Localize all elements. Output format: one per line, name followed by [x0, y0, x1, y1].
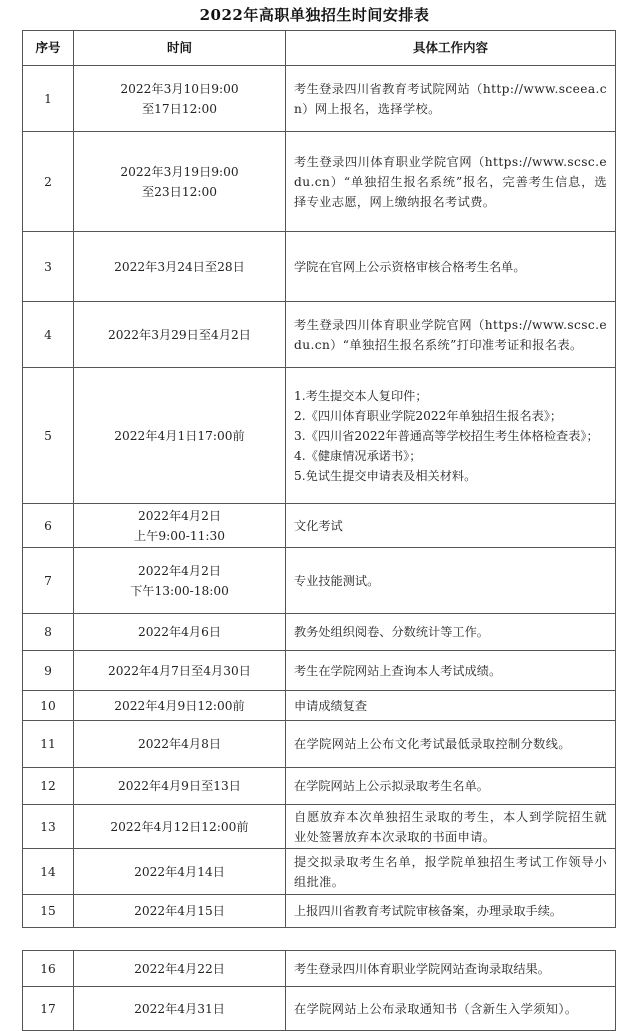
- row-no: 13: [23, 805, 74, 849]
- schedule-table-bottom: [22, 950, 616, 1031]
- row-content: 考生登录四川省教育考试院网站（http://www.sceea.cn）网上报名，选择学校。: [286, 66, 616, 132]
- row-no: 12: [23, 768, 74, 805]
- list-item: 3.《四川省2022年普通高等学校招生考生体格检查表》；: [294, 428, 599, 443]
- row-content: 考生登录四川体育职业学院官网（https://www.scsc.edu.cn）“单独招生报名系统”打印准考证和报名表。: [286, 302, 616, 368]
- table-row: [23, 548, 616, 614]
- row-content: 提交拟录取考生名单，报学院单独招生考试工作领导小组批准。: [286, 849, 616, 895]
- table-row: [23, 132, 616, 232]
- row-content: 在学院网站上公示拟录取考生名单。: [286, 768, 616, 805]
- row-no: 7: [23, 548, 74, 614]
- row-content: 上报四川省教育考试院审核备案，办理录取手续。: [286, 895, 616, 928]
- table-row: [23, 895, 616, 928]
- table-row: [23, 849, 616, 895]
- row-time: 2022年3月10日9:00 至17日12:00: [74, 66, 286, 132]
- row-time: 2022年4月9日12:00前: [74, 691, 286, 721]
- list-item: 4.《健康情况承诺书》；: [294, 448, 422, 463]
- row-no: 5: [23, 368, 74, 504]
- row-content: 在学院网站上公布录取通知书（含新生入学须知）。: [286, 987, 616, 1031]
- row-time: 2022年4月22日: [74, 951, 286, 987]
- table-row: [23, 302, 616, 368]
- row-time: 2022年4月14日: [74, 849, 286, 895]
- row-no: 3: [23, 232, 74, 302]
- row-no: 15: [23, 895, 74, 928]
- row-content: 在学院网站上公布文化考试最低录取控制分数线。: [286, 721, 616, 768]
- list-item: 2.《四川体育职业学院2022年单独招生报名表》；: [294, 408, 563, 423]
- schedule-table-top: [22, 30, 616, 928]
- table-row: [23, 651, 616, 691]
- table-row: [23, 368, 616, 504]
- row-time: 2022年4月9日至13日: [74, 768, 286, 805]
- row-content: 自愿放弃本次单独招生录取的考生，本人到学院招生就业处签署放弃本次录取的书面申请。: [286, 805, 616, 849]
- row-time: 2022年4月12日12:00前: [74, 805, 286, 849]
- row-time: 2022年4月2日 上午9:00-11:30: [74, 504, 286, 548]
- header-time: 时间: [74, 31, 286, 66]
- row-time: 2022年4月31日: [74, 987, 286, 1031]
- table-header-row: [23, 31, 616, 66]
- row-no: 2: [23, 132, 74, 232]
- table-row: [23, 721, 616, 768]
- row-no: 14: [23, 849, 74, 895]
- table-row: [23, 232, 616, 302]
- table-row: [23, 691, 616, 721]
- table-row: [23, 614, 616, 651]
- row-time: 2022年4月1日17:00前: [74, 368, 286, 504]
- row-time: 2022年4月8日: [74, 721, 286, 768]
- row-content: 考生登录四川体育职业学院网站查询录取结果。: [286, 951, 616, 987]
- row-no: 1: [23, 66, 74, 132]
- table-row: [23, 66, 616, 132]
- row-no: 10: [23, 691, 74, 721]
- row-time: 2022年4月6日: [74, 614, 286, 651]
- table-row: [23, 768, 616, 805]
- page-title: 2022年高职单独招生时间安排表: [199, 6, 430, 24]
- row-time: 2022年4月7日至4月30日: [74, 651, 286, 691]
- row-content: 学院在官网上公示资格审核合格考生名单。: [286, 232, 616, 302]
- header-no: 序号: [23, 31, 74, 66]
- table-row: [23, 805, 616, 849]
- row-time: 2022年3月24日至28日: [74, 232, 286, 302]
- list-item: 1.考生提交本人复印件；: [294, 388, 428, 403]
- row-no: 16: [23, 951, 74, 987]
- table-row: [23, 951, 616, 987]
- row-content: 教务处组织阅卷、分数统计等工作。: [286, 614, 616, 651]
- row-time: 2022年3月19日9:00 至23日12:00: [74, 132, 286, 232]
- row-content: 考生登录四川体育职业学院官网（https://www.scsc.edu.cn）“单独招生报名系统”报名，完善考生信息，选择专业志愿，网上缴纳报名考试费。: [286, 132, 616, 232]
- row-no: 17: [23, 987, 74, 1031]
- row-no: 11: [23, 721, 74, 768]
- table-row: [23, 504, 616, 548]
- table-row: [23, 987, 616, 1031]
- row-content: 专业技能测试。: [286, 548, 616, 614]
- row-content: 申请成绩复查: [286, 691, 616, 721]
- row-content: 考生在学院网站上查询本人考试成绩。: [286, 651, 616, 691]
- row-time: 2022年4月2日 下午13:00-18:00: [74, 548, 286, 614]
- row-no: 6: [23, 504, 74, 548]
- row-no: 4: [23, 302, 74, 368]
- row-no: 8: [23, 614, 74, 651]
- list-item: 5.免试生提交申请表及相关材料。: [294, 468, 477, 483]
- row-time: 2022年3月29日至4月2日: [74, 302, 286, 368]
- row-time: 2022年4月15日: [74, 895, 286, 928]
- header-content: 具体工作内容: [286, 31, 616, 66]
- row-content: [286, 368, 616, 504]
- row-no: 9: [23, 651, 74, 691]
- row-content: 文化考试: [286, 504, 616, 548]
